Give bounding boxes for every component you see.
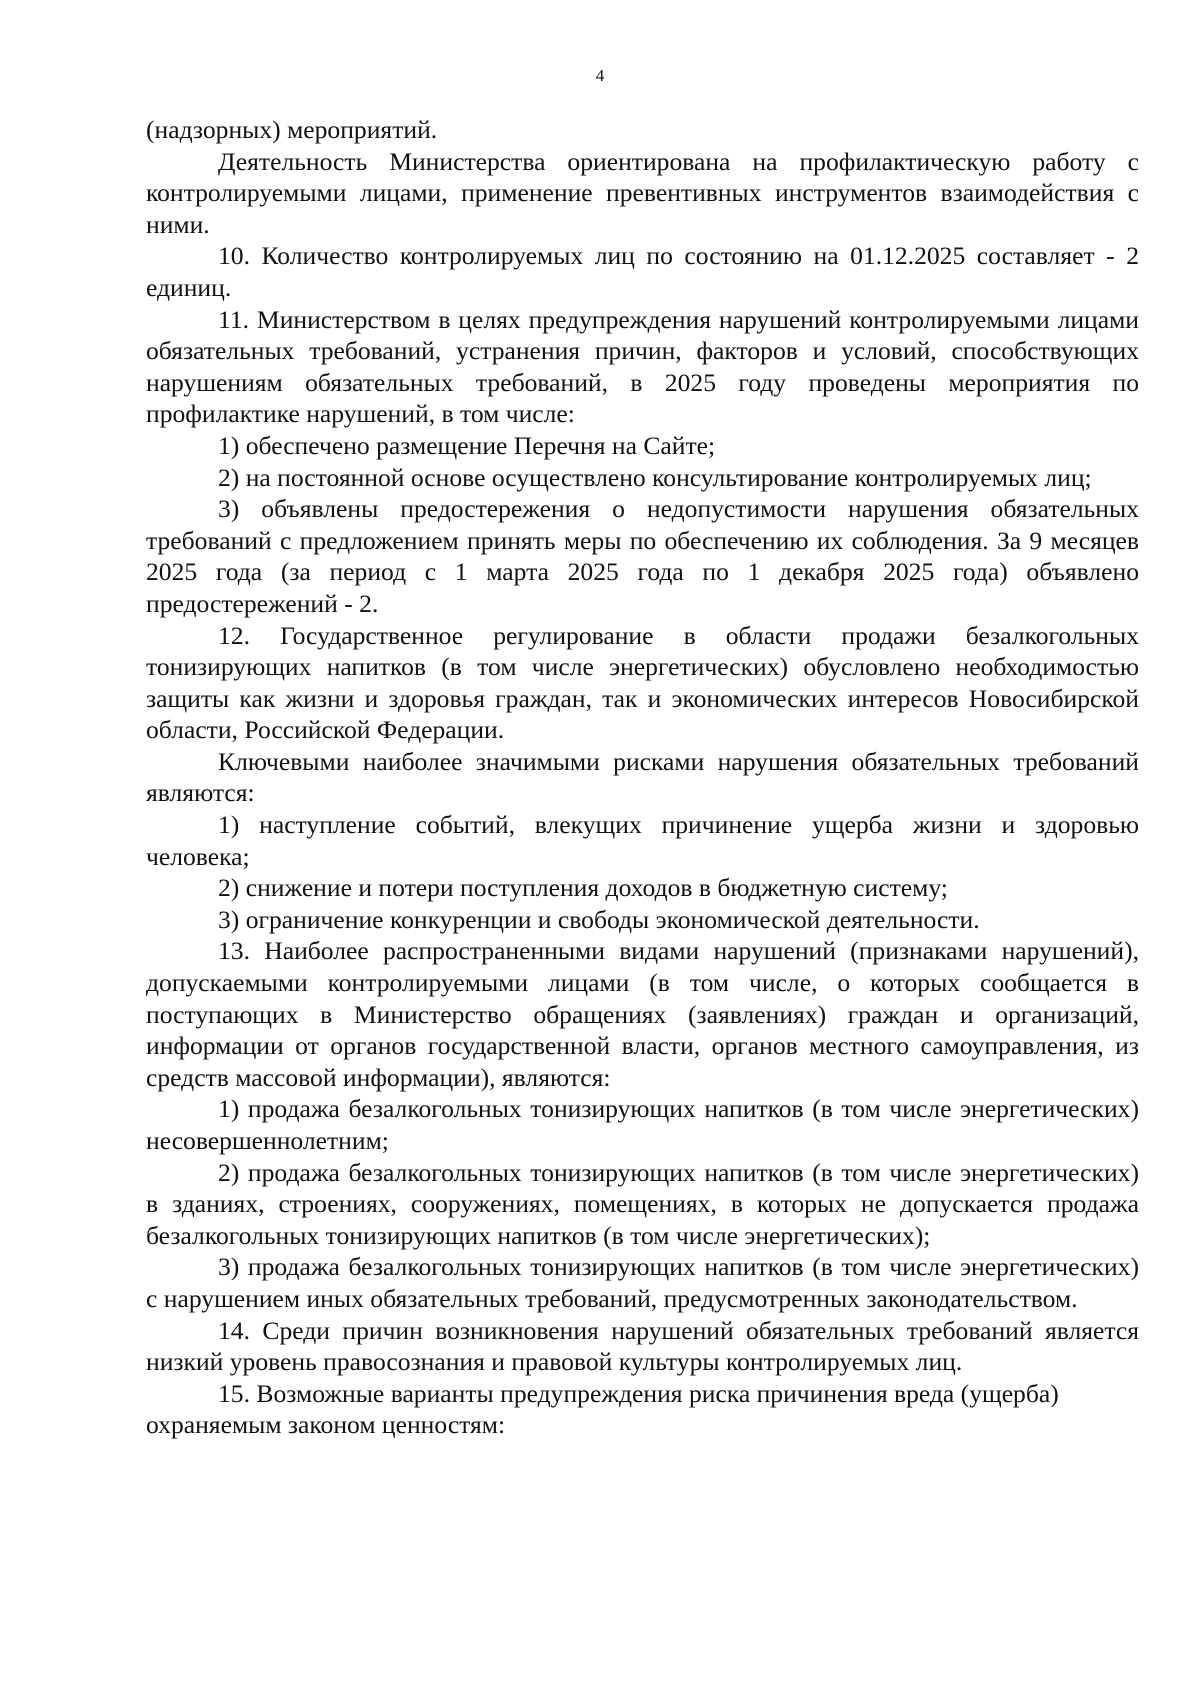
list-item-11-1: 1) обеспечено размещение Перечня на Сайте; [218, 430, 716, 460]
paragraph-14: 14. Среди причин возникновения нарушений обязательных требований является низкий уровень правосознания и правовой культуры контролируемых лиц. [146, 1315, 1139, 1377]
list-item-risk-2: 2) снижение и потери поступления доходов в бюджетную систему; [218, 873, 948, 903]
list-item-13-3: 3) продажа безалкогольных тонизирующих напитков (в том числе энергетических) с нарушением иных обязательных требований, предусмотренных законодательством. [146, 1252, 1139, 1313]
paragraph-13: 13. Наиболее распространенными видами нарушений (признаками нарушений), допускаемыми контролируемыми лицами (в том числе, о которых сообщается в поступающих в Министерство обращениях (заявлениях) граждан и организаций, информации от органов государственной власти, органов местного самоуправления, из средств массовой информации), являются: [146, 936, 1139, 1092]
paragraph-continuation: (надзорных) мероприятий. [146, 115, 438, 144]
paragraph-11: 11. Министерством в целях предупреждения нарушений контролируемыми лицами обязательных требований, устранения причин, факторов и условий, способствующих нарушениям обязательных требований, в 2025 году проведены мероприятия по профилактике нарушений, в том числе: [146, 304, 1139, 429]
paragraph-12: 12. Государственное регулирование в области продажи безалкогольных тонизирующих напитков (в том числе энергетических) обусловлено необходимостью защиты как жизни и здоровья граждан, так и экономических интересов Новосибирской области, Российской Федерации. [146, 620, 1139, 745]
paragraph-ministry-activity: Деятельность Министерства ориентирована на профилактическую работу с контролируемыми лицами, применение превентивных инструментов взаимодействия с ними. [146, 146, 1139, 239]
list-item-11-2: 2) на постоянной основе осуществлено консультирование контролируемых лиц; [218, 462, 1092, 492]
list-item-risk-3: 3) ограничение конкуренции и свободы экономической деятельности. [218, 904, 980, 934]
document-body [146, 114, 1139, 1441]
paragraph-15: 15. Возможные варианты предупреждения риска причинения вреда (ущерба) охраняемым законом ценностям: [146, 1378, 1059, 1440]
list-item-11-3: 3) объявлены предостережения о недопустимости нарушения обязательных требований с предложением принять меры по обеспечению их соблюдения. За 9 месяцев 2025 года (за период с 1 марта 2025 года по 1 декабря 2025 года) объявлено предостережений - 2. [146, 494, 1139, 618]
list-item-risk-1: 1) наступление событий, влекущих причинение ущерба жизни и здоровью человека; [146, 810, 1139, 871]
page-number: 4 [595, 66, 605, 85]
list-item-13-2: 2) продажа безалкогольных тонизирующих напитков (в том числе энергетических) в зданиях, строениях, сооружениях, помещениях, в которых не допускается продажа безалкогольных тонизирующих напитков (в том числе энергетических); [146, 1157, 1139, 1250]
paragraph-10: 10. Количество контролируемых лиц по состоянию на 01.12.2025 составляет - 2 единиц. [146, 241, 1139, 302]
list-item-13-1: 1) продажа безалкогольных тонизирующих напитков (в том числе энергетических) несовершеннолетним; [146, 1094, 1139, 1155]
paragraph-key-risks: Ключевыми наиболее значимыми рисками нарушения обязательных требований являются: [146, 746, 1139, 808]
